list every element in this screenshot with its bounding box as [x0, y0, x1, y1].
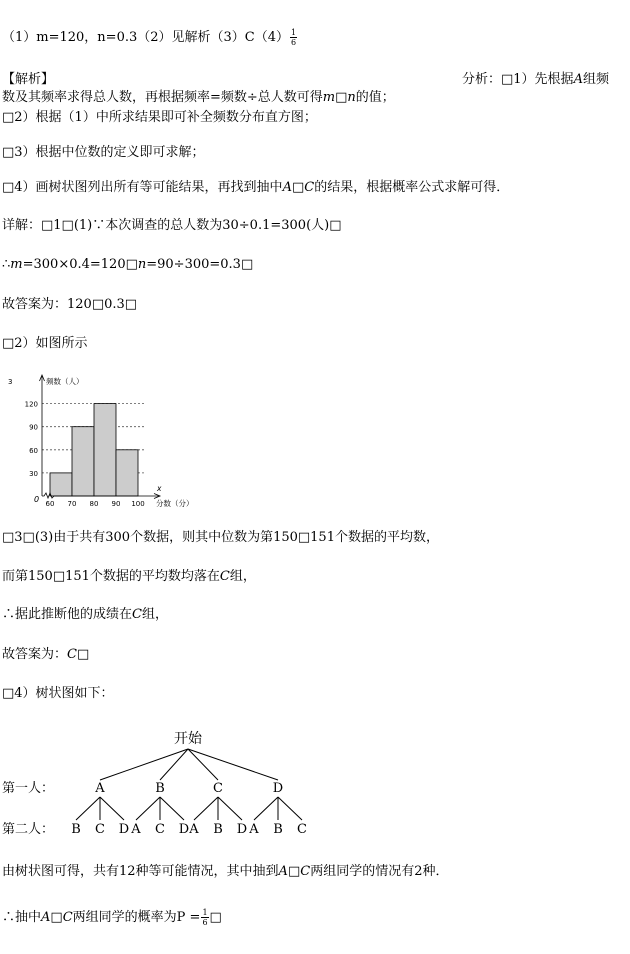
- tree-node-first: C: [213, 781, 223, 796]
- origin-label: 0: [34, 495, 40, 504]
- prob-den: 6: [202, 918, 208, 927]
- var-A: A: [41, 910, 51, 925]
- var-C: C: [132, 607, 142, 622]
- detail-l8-post: □: [76, 647, 90, 662]
- tree-node-second: D: [118, 822, 130, 837]
- tree-node-second: C: [297, 822, 307, 837]
- detail-l11-pre: ∴抽中: [2, 910, 42, 925]
- detail-l10-post: 两组同学的情况有2种．: [310, 864, 449, 879]
- tree-branch: [76, 797, 100, 820]
- detail-l2-mid: =300×0.4=120□: [22, 257, 138, 272]
- var-m: m: [322, 90, 336, 105]
- detail-line-8: [2, 647, 89, 663]
- var-A: A: [278, 864, 288, 879]
- tree-node-first: D: [272, 781, 284, 796]
- tree-branch: [100, 749, 188, 780]
- detail-l7-pre: ∴据此推断他的成绩在: [2, 607, 133, 622]
- detail-l11-post: □: [209, 910, 222, 925]
- x-axis-letter: x: [157, 484, 162, 493]
- var-C: C: [219, 569, 230, 584]
- probability-fraction: [201, 908, 208, 927]
- right-note-A: A: [573, 72, 583, 87]
- detail-l11-mid: 两组同学的概率为P =: [72, 910, 201, 925]
- analysis-right-note: [462, 72, 609, 88]
- y-tick-label: 30: [29, 469, 38, 478]
- tree-node-second: A: [131, 822, 141, 837]
- x-tick-label: 60: [45, 500, 55, 508]
- therefore: ∴: [2, 257, 11, 272]
- tree-diagram: [0, 725, 340, 845]
- y-axis-top-tick: 3: [8, 378, 13, 386]
- x-tick-label: 90: [111, 500, 121, 508]
- var-C: C: [300, 864, 311, 879]
- answer-fraction: [290, 28, 297, 47]
- var-C: C: [67, 647, 77, 662]
- x-tick-label: 70: [67, 500, 77, 508]
- tree-node-second: D: [178, 822, 190, 837]
- prob-num: 1: [202, 908, 208, 917]
- histogram-chart: [0, 372, 230, 512]
- tree-branch: [160, 797, 184, 820]
- histogram-bar: [50, 473, 72, 496]
- histogram-bar: [116, 450, 138, 496]
- tree-node-first: A: [95, 781, 105, 796]
- analysis-heading: 【解析】: [2, 72, 55, 87]
- tree-node-second: D: [236, 822, 248, 837]
- analysis-line2b: 的值；: [355, 90, 395, 105]
- tree-node-second: B: [213, 822, 223, 837]
- answer-frac-den: 6: [291, 38, 297, 47]
- analysis-line-4: □3）根据中位数的定义即可求解；: [2, 145, 205, 160]
- analysis-line-3: □2）根据（1）中所求结果即可补全频数分布直方图；: [2, 110, 317, 125]
- detail-l6-pre: 而第150□151个数据的平均数均落在: [2, 569, 220, 584]
- tree-node-first: B: [155, 781, 165, 796]
- y-tick-label: 60: [29, 446, 38, 455]
- tree-row2-label: 第二人：: [2, 822, 55, 837]
- tree-branch: [194, 797, 218, 820]
- detail-line-5: □3□(3)由于共有300个数据，则其中位数为第150□151个数据的平均数，: [2, 530, 439, 545]
- detail-l2-post: =90÷300=0.3□: [146, 257, 254, 272]
- tree-branch: [278, 797, 302, 820]
- detail-line-6: [2, 569, 256, 585]
- sep: □: [335, 90, 348, 105]
- detail-l6-post: 组，: [229, 569, 256, 584]
- answer-text: （1）m=120，n=0.3（2）见解析（3）C（4）: [2, 30, 290, 45]
- detail-line-11: [2, 908, 222, 927]
- y-tick-label: 120: [24, 400, 38, 409]
- tree-branch: [100, 797, 124, 820]
- histogram-bar: [94, 404, 116, 496]
- right-note-tail: 组频: [582, 72, 609, 87]
- tree-node-second: A: [249, 822, 259, 837]
- tree-root: 开始: [174, 731, 202, 747]
- analysis-line-2: [2, 90, 395, 106]
- tree-branch: [254, 797, 278, 820]
- tree-node-second: B: [273, 822, 283, 837]
- sep: □: [291, 180, 305, 195]
- detail-line-1: 详解：□1□(1)∵本次调查的总人数为30÷0.1=300(人)□: [2, 218, 342, 233]
- var-n: n: [137, 257, 147, 272]
- right-note-text: 分析：□1）先根据: [462, 72, 574, 87]
- var-m: m: [10, 257, 23, 272]
- tree-branch: [218, 797, 242, 820]
- detail-line-3: 故答案为：120□0.3□: [2, 297, 138, 312]
- analysis-line2a: 数及其频率求得总人数，再根据频率=频数÷总人数可得: [2, 90, 323, 105]
- detail-l7-post: 组，: [141, 607, 168, 622]
- var-C: C: [304, 180, 315, 195]
- x-tick-label: 100: [131, 500, 145, 508]
- sep: □: [50, 910, 63, 925]
- tree-node-second: A: [189, 822, 199, 837]
- tree-branch: [136, 797, 160, 820]
- detail-l8-pre: 故答案为：: [2, 647, 68, 662]
- tree-branch: [188, 749, 278, 780]
- detail-line-9: □4）树状图如下：: [2, 686, 114, 701]
- detail-line-2: [2, 257, 253, 273]
- var-A: A: [282, 180, 292, 195]
- y-axis-label: 频数（人）: [46, 377, 84, 386]
- y-tick-label: 90: [29, 423, 38, 432]
- x-tick-label: 80: [89, 500, 99, 508]
- answer-line: [2, 28, 298, 47]
- detail-line-7: [2, 607, 168, 623]
- analysis-line-5: [2, 180, 509, 196]
- analysis-line5a: □4）画树状图列出所有等可能结果，再找到抽中: [2, 180, 283, 195]
- tree-node-second: C: [95, 822, 105, 837]
- analysis-line5b: 的结果，根据概率公式求解可得．: [314, 180, 510, 195]
- var-n: n: [347, 90, 356, 105]
- detail-line-10: [2, 864, 448, 880]
- sep: □: [287, 864, 301, 879]
- detail-line-4: □2）如图所示: [2, 336, 88, 351]
- x-axis-label: 分数（分）: [156, 499, 194, 508]
- var-C: C: [62, 910, 73, 925]
- tree-node-second: C: [155, 822, 165, 837]
- histogram-bar: [72, 427, 94, 496]
- detail-l10-pre: 由树状图可得，共有12种等可能情况，其中抽到: [2, 864, 279, 879]
- tree-node-second: B: [71, 822, 81, 837]
- tree-row1-label: 第一人：: [2, 781, 55, 796]
- answer-frac-num: 1: [291, 28, 297, 37]
